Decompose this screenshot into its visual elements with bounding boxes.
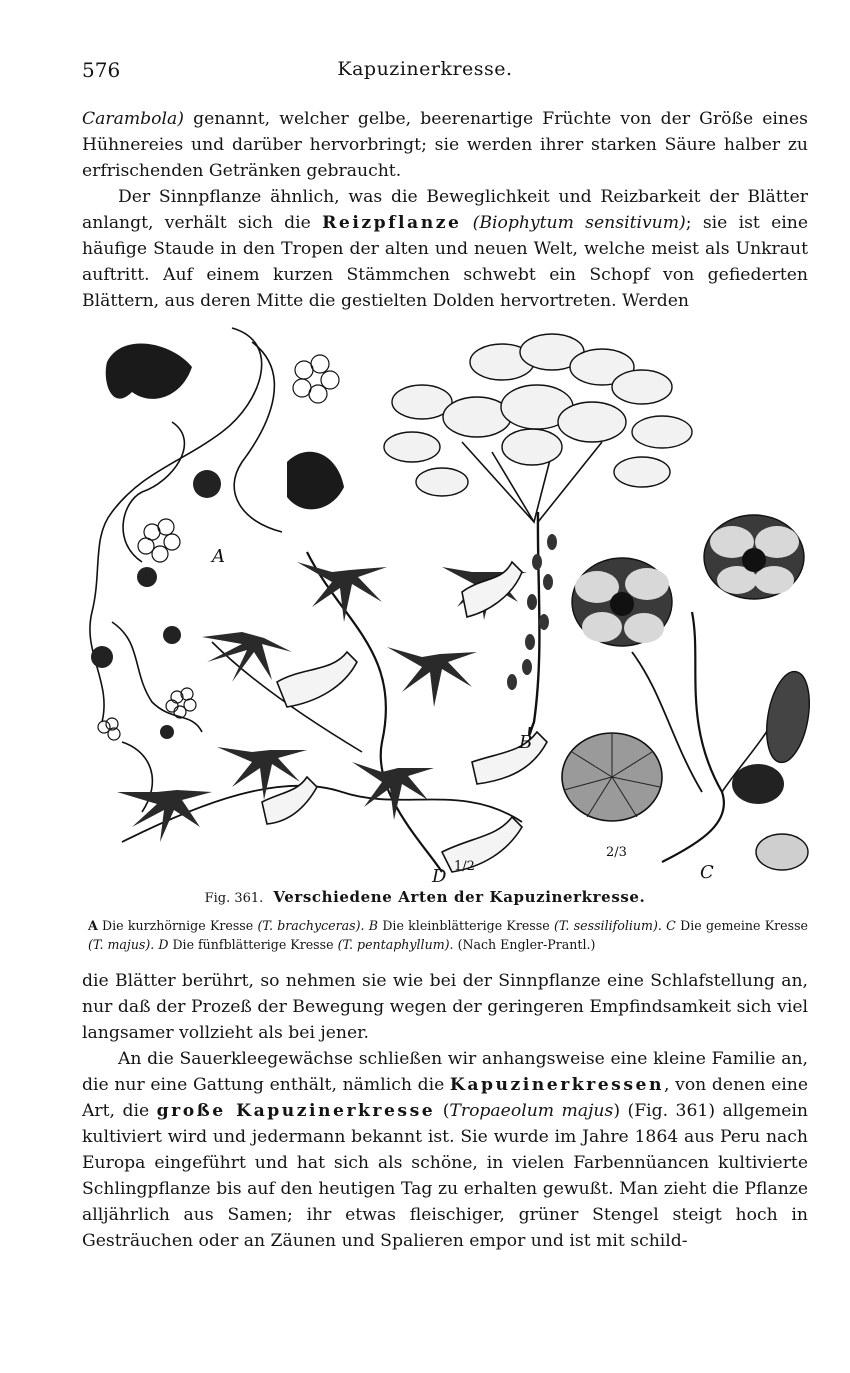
page-number: 576 [82,58,121,82]
latin-biophytum: (Biophytum sensitivum) [472,213,686,233]
term-grosse-kapuzinerkresse: große Kapuzinerkresse [156,1101,436,1121]
figure-number: Fig. 361. [204,891,264,906]
paragraph-kapuzinerkresse: An die Sauerkleegewächse schließen wir anhangsweise eine kleine Familie an, die nur eine Gattung enthält, nämlich die Kapuzinerkressen, von denen eine Art, die große Kapuzinerkresse (Tropaeolum majus) (Fig. 361) allgemein kultiviert wird und jedermann bekannt ist. Sie wurde im Jahre 1864 aus Peru nach Europa eingeführt und hat sich als schöne, in vielen Farbennüancen kultivierte Schlingpflanze bis auf den heutigen Tag zu erhalten gewußt. Man zieht die Pflanze alljährlich aus Samen; ihr etwas fleischiger, grüner Stengel steigt hoch in Gesträuchen oder an Zäunen und Spalieren empor und ist mit schild- [82,1049,809,1251]
figure-caption-legend: A Die kurzhörnige Kresse (T. brachyceras). B Die kleinblätterige Kresse (T. sessilifolium). C Die gemeine Kresse (T. majus). D Die fünfblätterige Kresse (T. pentaphyllum). (Nach Engler-Prantl.) [88,918,808,952]
figure-caption-title [0,888,850,906]
stem-b [529,512,539,735]
figure-label-d: D [432,866,447,887]
top-text-block [82,106,808,314]
plant-c-majus [562,515,816,870]
figure-label-b: B [519,732,533,753]
running-title: Kapuzinerkresse. [337,58,513,80]
scale-label-d: 1/2 [454,859,475,874]
figure-label-a: A [212,546,225,567]
stem-c [662,612,724,862]
stem-d [307,552,442,872]
paragraph-reizpflanze: Der Sinnpflanze ähnlich, was die Beweglichkeit und Reizbarkeit der Blätter anlangt, verhält sich die Reizpflanze (Biophytum sensitivum); sie ist eine häufige Staude in den Tropen der alten und neuen Welt, welche meist als Unkraut auftritt. Auf einem kurzen Stämmchen schwebt ein Schopf von gefiederten Blättern, aus deren Mitte die gestielten Dolden hervortreten. Werden [82,187,808,311]
term-kapuzinerkressen: Kapuzinerkressen [449,1075,664,1095]
figure-361-illustration [82,322,822,887]
bottom-text-block [82,968,808,1254]
scale-label-c: 2/3 [606,845,627,860]
paragraph-schlafstellung: die Blätter berührt, so nehmen sie wie bei der Sinnpflanze eine Schlafstellung an, nur daß der Prozeß der Bewegung wegen der geringeren Empfindsamkeit sich viel langsamer vollzieht als bei jener. [82,971,808,1043]
latin-carambola: Carambola) [82,109,184,129]
term-reizpflanze: Reizpflanze [322,213,462,233]
flower-d-1 [462,562,522,617]
flower-a-large [106,343,192,398]
paragraph-carambola: Carambola) genannt, welcher gelbe, beerenartige Früchte von der Größe eines Hühnereies und darüber hervorbringt; sie werden ihrer starken Säure halber zu erfrischenden Getränken gebraucht. [82,109,808,181]
figure-title: Verschiedene Arten der Kapuzinerkresse. [273,888,646,906]
latin-tropaeolum: Tropaeolum majus [449,1101,614,1121]
figure-label-c: C [700,862,714,883]
nasturtium-engraving [82,322,822,887]
